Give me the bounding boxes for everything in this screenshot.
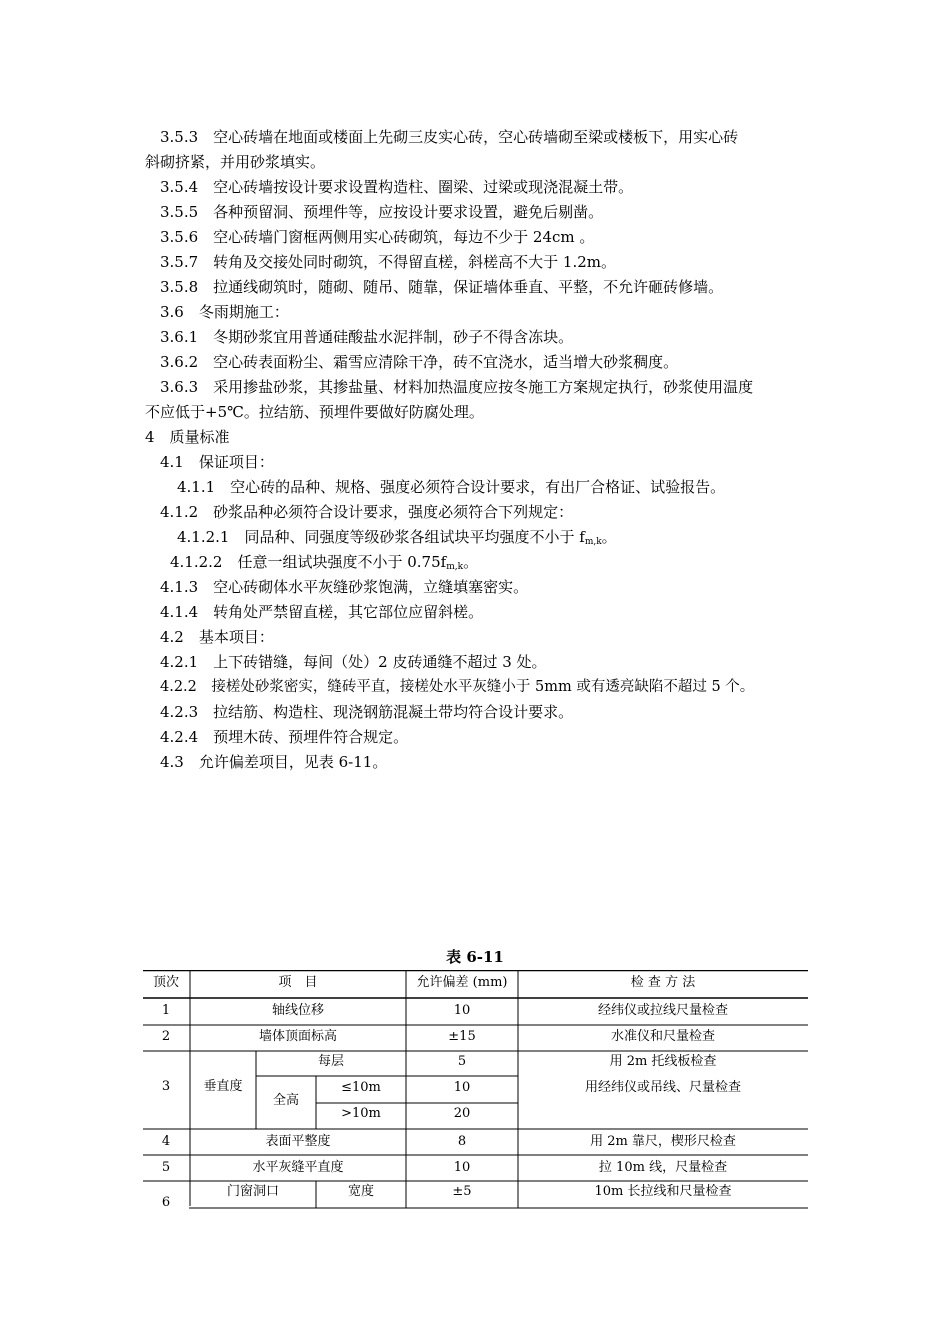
row4-value: 8 xyxy=(457,1134,467,1149)
row2-no: 2 xyxy=(161,1029,171,1044)
row1-no: 1 xyxy=(161,1003,171,1018)
para-text: 4.1.2.1 同品种、同强度等级砂浆各组试块平均强度不小于 f xyxy=(177,528,585,546)
para-4-2-3: 4.2.3 拉结筋、构造柱、现浇钢筋混凝土带均符合设计要求。 xyxy=(160,703,574,721)
row3-value-gt10m: 20 xyxy=(453,1106,471,1121)
row1-item: 轴线位移 xyxy=(271,1003,325,1018)
table-title: 表 6-11 xyxy=(446,948,504,966)
row6-item: 门窗洞口 xyxy=(226,1184,280,1199)
header-method: 检 查 方 法 xyxy=(630,975,696,990)
para-4-3: 4.3 允许偏差项目，见表 6-11。 xyxy=(160,753,388,771)
tolerance-table xyxy=(143,970,808,1210)
para-3-5-5: 3.5.5 各种预留洞、预埋件等，应按设计要求设置，避免后剔凿。 xyxy=(160,203,604,221)
row6-no: 6 xyxy=(161,1195,171,1210)
para-4-1-3: 4.1.3 空心砖砌体水平灰缝砂浆饱满，立缝填塞密实。 xyxy=(160,578,529,596)
header-item: 项 目 xyxy=(278,975,318,990)
row3-sub-per-floor: 每层 xyxy=(317,1054,345,1069)
subscript: m,k xyxy=(584,537,602,547)
para-4-1-2: 4.1.2 砂浆品种必须符合设计要求，强度必须符合下列规定： xyxy=(160,503,574,521)
row3-method-full-height: 用经纬仪或吊线、尺量检查 xyxy=(584,1080,742,1095)
para-3-5-6: 3.5.6 空心砖墙门窗框两侧用实心砖砌筑，每边不少于 24cm 。 xyxy=(160,228,595,246)
heading-4-1: 4.1 保证项目： xyxy=(160,453,274,471)
row5-no: 5 xyxy=(161,1160,171,1175)
row3-value-per-floor: 5 xyxy=(457,1054,467,1069)
para-3-5-8: 3.5.8 拉通线砌筑时，随砌、随吊、随靠，保证墙体垂直、平整，不允许砸砖修墙。 xyxy=(160,278,724,296)
row6-sub-width: 宽度 xyxy=(347,1184,375,1199)
subscript: m,k xyxy=(446,562,464,572)
row4-method: 用 2m 靠尺，楔形尺检查 xyxy=(590,1134,736,1149)
para-tail: 。 xyxy=(601,528,617,546)
para-4-2-1: 4.2.1 上下砖错缝，每间（处）2 皮砖通缝不超过 3 处。 xyxy=(160,653,547,671)
row5-value: 10 xyxy=(453,1160,471,1175)
row3-no: 3 xyxy=(161,1079,171,1094)
heading-4: 4 质量标准 xyxy=(145,428,230,446)
row3-sub-full-height: 全高 xyxy=(272,1093,300,1108)
para-4-2-2: 4.2.2 接槎处砂浆密实，缝砖平直，接槎处水平灰缝小于 5mm 或有透亮缺陷不超过 5 个。 xyxy=(160,679,755,695)
heading-4-2: 4.2 基本项目： xyxy=(160,628,274,646)
row6-method: 10m 长拉线和尺量检查 xyxy=(594,1184,732,1199)
heading-3-6: 3.6 冬雨期施工： xyxy=(160,303,289,321)
para-4-1-1: 4.1.1 空心砖的品种、规格、强度必须符合设计要求，有出厂合格证、试验报告。 xyxy=(177,478,726,496)
para-3-5-3: 3.5.3 空心砖墙在地面或楼面上先砌三皮实心砖，空心砖墙砌至梁或楼板下，用实心砖 xyxy=(160,128,739,146)
row3-sub-gt10m: >10m xyxy=(341,1106,381,1121)
row3-method-per-floor: 用 2m 托线板检查 xyxy=(609,1054,717,1069)
row5-item: 水平灰缝平直度 xyxy=(252,1160,344,1175)
para-text: 4.1.2.2 任意一组试块强度不小于 0.75f xyxy=(170,553,447,571)
row4-no: 4 xyxy=(161,1134,171,1149)
para-tail: 。 xyxy=(463,553,479,571)
row2-item: 墙体顶面标高 xyxy=(258,1029,338,1044)
row2-value: ±15 xyxy=(448,1029,476,1044)
row3-sub-le10m: ≤10m xyxy=(341,1080,381,1095)
row3-value-le10m: 10 xyxy=(453,1080,471,1095)
row1-value: 10 xyxy=(453,1003,471,1018)
para-4-1-4: 4.1.4 转角处严禁留直槎，其它部位应留斜槎。 xyxy=(160,603,484,621)
row2-method: 水准仪和尺量检查 xyxy=(610,1029,716,1044)
para-3-6-3: 3.6.3 采用掺盐砂浆，其掺盐量、材料加热温度应按冬施工方案规定执行，砂浆使用温度 xyxy=(160,378,754,396)
row4-item: 表面平整度 xyxy=(265,1134,331,1149)
para-4-1-2-1 xyxy=(177,527,617,552)
row6-value: ±5 xyxy=(452,1184,472,1199)
row5-method: 拉 10m 线，尺量检查 xyxy=(598,1160,728,1175)
para-3-5-4: 3.5.4 空心砖墙按设计要求设置构造柱、圈梁、过梁或现浇混凝土带。 xyxy=(160,178,634,196)
para-3-5-3-cont: 斜砌挤紧，并用砂浆填实。 xyxy=(145,153,326,171)
header-tolerance: 允许偏差 (mm) xyxy=(416,975,508,990)
row3-item: 垂直度 xyxy=(203,1079,243,1094)
para-4-1-2-2 xyxy=(170,552,478,577)
row1-method: 经纬仪或拉线尺量检查 xyxy=(597,1003,729,1018)
para-3-6-1: 3.6.1 冬期砂浆宜用普通硅酸盐水泥拌制，砂子不得含冻块。 xyxy=(160,328,574,346)
para-3-6-3-cont: 不应低于+5℃。拉结筋、预埋件要做好防腐处理。 xyxy=(145,403,484,421)
header-no: 顶次 xyxy=(152,975,180,990)
para-4-2-4: 4.2.4 预埋木砖、预埋件符合规定。 xyxy=(160,728,409,746)
para-3-6-2: 3.6.2 空心砖表面粉尘、霜雪应清除干净，砖不宜浇水，适当增大砂浆稠度。 xyxy=(160,353,679,371)
para-3-5-7: 3.5.7 转角及交接处同时砌筑，不得留直槎，斜槎高不大于 1.2m。 xyxy=(160,253,617,271)
